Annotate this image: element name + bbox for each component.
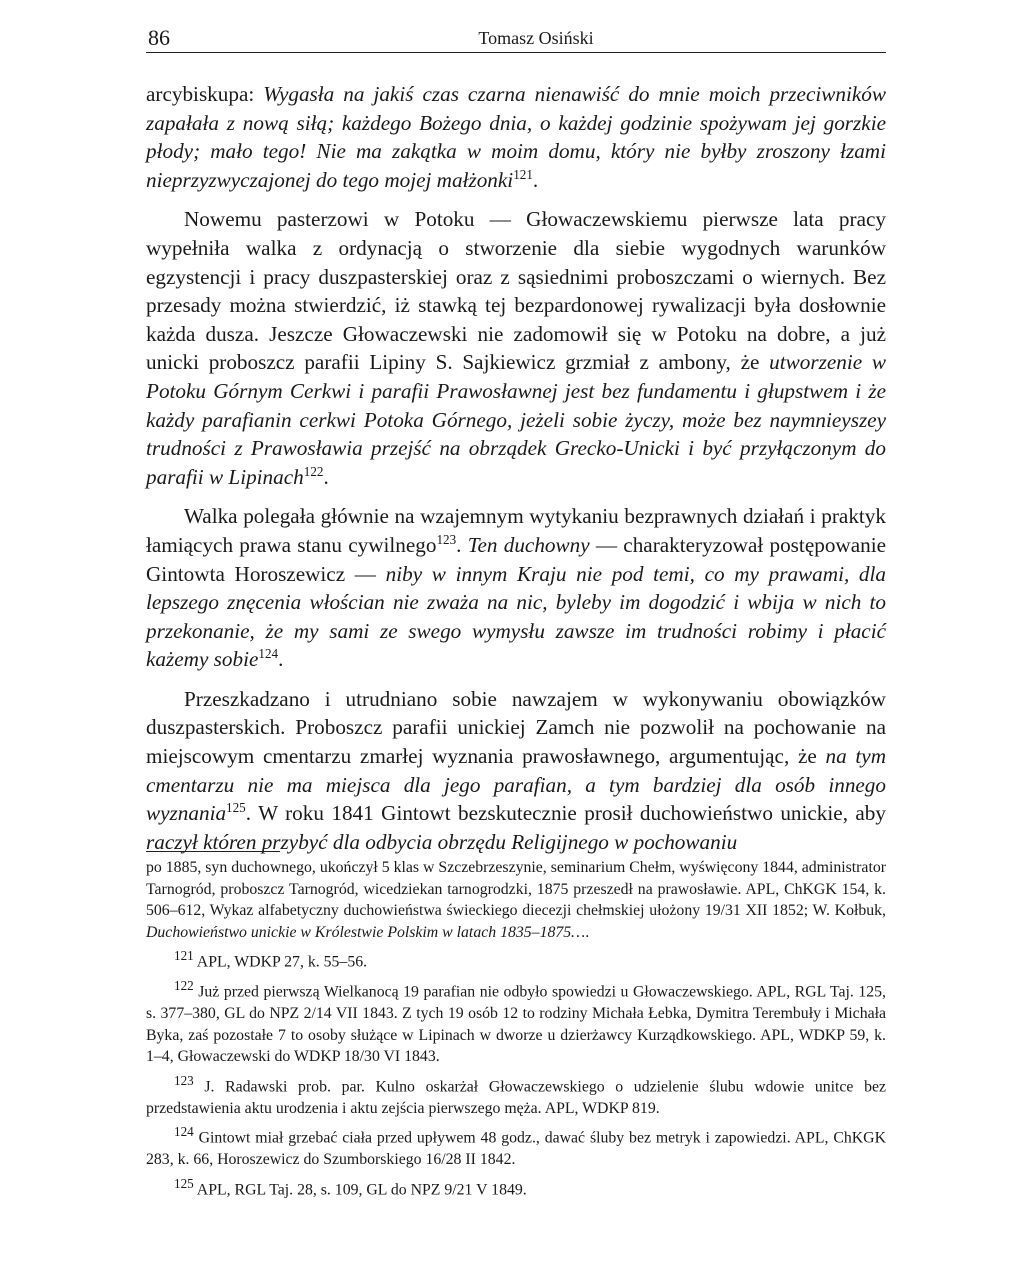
page-header	[146, 22, 886, 53]
text-run: Gintowt miał grzebać ciała przed upływem 48 godz., dawać śluby bez metryk i zapowiedzi. APL, ChKGK 283, k. 66, Horoszewicz do Szumborskiego 16/28 II 1842.	[146, 1129, 886, 1169]
text-run: APL, WDKP 27, k. 55–56.	[193, 953, 368, 971]
text-run: . W roku 1841 Gintowt bezskutecznie prosił duchowieństwo unickie, aby	[245, 801, 886, 826]
footnote-reference: 124	[174, 1124, 194, 1140]
footnote-reference: 123	[174, 1072, 194, 1088]
text-run: — charakteryzował postępowanie Gintowta Horoszewicz —	[146, 532, 886, 586]
footnote-reference: 122	[174, 978, 194, 994]
page-number: 86	[148, 25, 170, 50]
text-run: .	[585, 923, 590, 941]
text-run: .	[456, 532, 468, 557]
text-run: arcybiskupa:	[146, 82, 264, 106]
text-run: Przeszkadzano i utrudniano sobie nawzajem w wykonywaniu obowiązków duszpasterskich. Proboszcz parafii unickiej Zamch nie pozwolił na pochowanie na miejscowym cmentarzu zmarłej wyznania prawosławnego, argumentując, że	[146, 686, 886, 769]
footnotes	[146, 857, 886, 1203]
running-head-author: Tomasz Osiński	[478, 28, 594, 48]
text-run: .	[278, 647, 284, 672]
quoted-text: niby w innym Kraju nie pod temi, co my prawami, dla lepszego znęcenia włościan nie zważa na nic, byleby im dogodzić i wbija w nich to przekonanie, że my sami ze swego wymysłu zawsze im trudności robimy i płacić każemy sobie	[146, 561, 886, 672]
footnote-reference: 124	[258, 646, 279, 662]
footnote-separator	[146, 851, 280, 852]
footnote	[146, 975, 886, 1068]
main-text	[146, 80, 886, 867]
footnote-reference: 125	[226, 800, 246, 816]
quoted-text: Ten duchowny	[467, 532, 590, 557]
footnote-reference: 121	[513, 166, 533, 182]
text-run: .	[323, 464, 329, 489]
footnote-reference: 121	[174, 948, 194, 964]
footnote	[146, 857, 886, 943]
quoted-text: Duchowieństwo unickie w Królestwie Polskim w latach 1835–1875…	[146, 923, 586, 941]
footnote	[146, 1173, 886, 1201]
paragraph	[146, 80, 886, 194]
quoted-text: na tym cmentarzu nie ma miejsca dla jego parafian, a tym bardziej dla osób innego wyznania	[146, 744, 886, 826]
quoted-text: raczył któren przybyć dla odbycia obrzędu Religijnego w pochowaniu	[146, 829, 738, 854]
quoted-text: Wygasła na jakiś czas czarna nienawiść do mnie moich przeciwników zapałała z nową siłą; każdego Bożego dnia, o każdej godzinie spożywam jej gorzkie płody; mało tego! Nie ma zakątka w moim domu, który nie byłby zroszony łzami nieprzyzwyczajonej do tego mojej małżonki	[146, 82, 886, 192]
footnote	[146, 1121, 886, 1170]
paragraph	[146, 502, 886, 674]
text-run: J. Radawski prob. par. Kulno oskarżał Głowaczewskiego o udzielenie ślubu wdowie unitce bez przedstawienia aktu urodzenia i aktu zejścia pierwszego męża. APL, WDKP 819.	[146, 1078, 886, 1117]
footnote	[146, 945, 886, 973]
footnote-reference: 123	[436, 531, 457, 547]
text-run: APL, RGL Taj. 28, s. 109, GL do NPZ 9/21 V 1849.	[193, 1181, 527, 1199]
footnote	[146, 1070, 886, 1119]
text-run: Nowemu pasterzowi w Potoku — Głowaczewskiemu pierwsze lata pracy wypełniła walka z ordynacją o stworzenie dla siebie wygodnych warunków egzystencji i pracy duszpasterskiej oraz z sąsiednimi proboszczami o wiernych. Bez przesady można stwierdzić, iż stawką tej bezpardonowej rywalizacji była dosłownie każda dusza. Jeszcze Głowaczewski nie zadomowił się w Potoku na dobre, a już unicki proboszcz parafii Lipiny S. Sajkiewicz grzmiał z ambony, że	[146, 207, 886, 375]
text-run: .	[532, 167, 539, 192]
text-run: Walka polegała głównie na wzajemnym wytykaniu bezprawnych działań i praktyk łamiących prawa stanu cywilnego	[146, 504, 886, 557]
paragraph	[146, 685, 886, 857]
paragraph	[146, 205, 886, 491]
footnote-reference: 122	[303, 463, 324, 479]
text-run: po 1885, syn duchownego, ukończył 5 klas w Szczebrzeszynie, seminarium Chełm, wyświęcony 1844, administrator Tarnogród, proboszcz Tarnogród, wicedziekan tarnogrodzki, 1875 przeszedł na prawosławie. APL, ChKGK 154, k. 506–612, Wykaz alfabetyczny duchowieństwa świeckiego diecezji chełmskiej ułożony 19/31 XII 1852; W. Kołbuk,	[146, 859, 886, 920]
text-run: Już przed pierwszą Wielkanocą 19 parafian nie odbyło spowiedzi u Głowaczewskiego. APL, RGL Taj. 125, s. 377–380, GL do NPZ 2/14 VII 1843. Z tych 19 osób 12 to rodziny Michała Łebka, Dymitra Terembuły i Michała Byka, zaś pozostałe 7 to osoby służące w Lipinach w dworze u dzierżawcy Kurządkowskiego. APL, WDKP 59, k. 1–4, Głowaczewski do WDKP 18/30 VI 1843.	[146, 983, 886, 1066]
footnote-reference: 125	[174, 1175, 194, 1191]
quoted-text: utworzenie w Potoku Górnym Cerkwi i parafii Prawosławnej jest bez fundamentu i głupstwem i że każdy parafianin cerkwi Potoka Górnego, jeżeli sobie życzy, może bez naymnieyszey trudności z Prawosławia przejść na obrządek Grecko-Unicki i być przyłączonym do parafii w Lipinach	[146, 350, 886, 489]
